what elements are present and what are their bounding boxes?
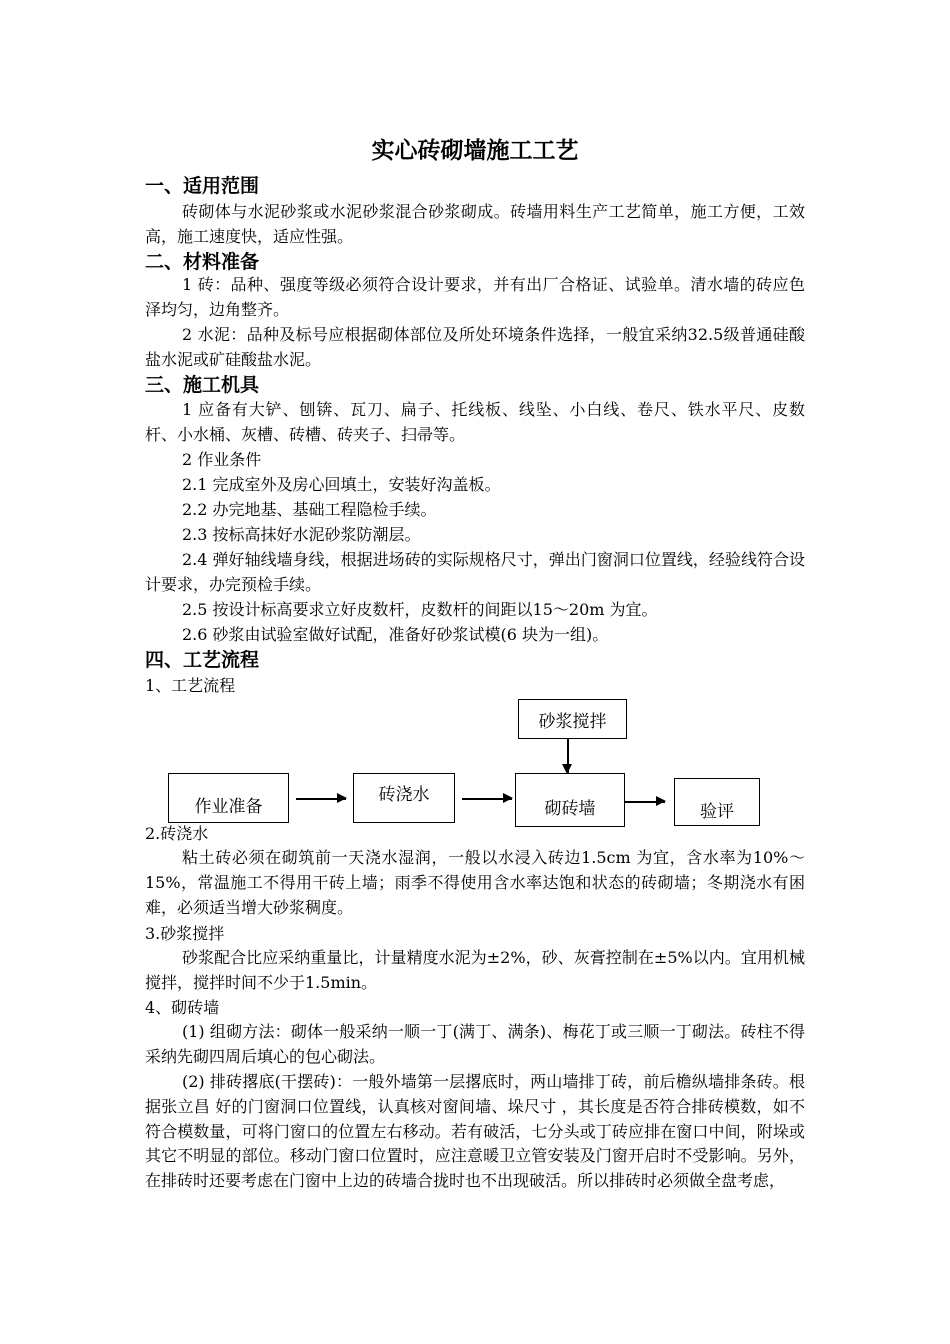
subheading-flow: 1、工艺流程	[145, 676, 236, 695]
paragraph-condition-2-1: 2.1 完成室外及房心回填土，安装好沟盖板。	[182, 475, 501, 494]
flow-arrow-mortar-to-wall	[567, 739, 569, 773]
paragraph-water-bricks: 粘土砖必须在砌筑前一天浇水湿润，一般以水浸入砖边1.5cm 为宜，含水率为10%～15%，常温施工不得用干砖上墙；雨季不得使用含水率达饱和状态的砖砌墙；冬期浇水有困难，必须适当增大砂浆稠度。	[145, 848, 805, 917]
heading-scope: 一、适用范围	[145, 175, 260, 197]
paragraph-scope: 砖砌体与水泥砂浆或水泥砂浆混合砂浆砌成。砖墙用料生产工艺简单，施工方便，工效高，施工速度快，适应性强。	[145, 202, 805, 246]
paragraph-bonding-method: (1) 组砌方法：砌体一般采纳一顺一丁(满丁、满条)、梅花丁或三顺一丁砌法。砖柱不得采纳先砌四周后填心的包心砌法。	[145, 1022, 805, 1066]
paragraph-condition-2-5: 2.5 按设计标高要求立好皮数杆，皮数杆的间距以15～20m 为宜。	[182, 600, 658, 619]
flow-arrow-wall-to-eval	[625, 801, 665, 803]
paragraph-mortar-mixing: 砂浆配合比应采纳重量比，计量精度水泥为±2%，砂、灰膏控制在±5%以内。宜用机械搅拌，搅拌时间不少于1.5min。	[145, 948, 805, 992]
flow-box-prep: 作业准备	[168, 773, 289, 823]
subheading-water-bricks: 2.砖浇水	[145, 824, 209, 843]
flow-box-water: 砖浇水	[353, 773, 455, 823]
flow-arrow-water-to-wall	[462, 798, 512, 800]
heading-tools: 三、施工机具	[145, 374, 260, 396]
flow-box-mortar: 砂浆搅拌	[518, 699, 627, 739]
document-title: 实心砖砌墙施工工艺	[371, 138, 579, 164]
subheading-brick-wall: 4、砌砖墙	[145, 998, 220, 1017]
heading-materials: 二、材料准备	[145, 251, 260, 273]
paragraph-cement: 2 水泥：品种及标号应根据砌体部位及所处环境条件选择，一般宜采纳32.5级普通硅酸盐水泥或矿硅酸盐水泥。	[145, 325, 805, 369]
subheading-mortar-mixing: 3.砂浆搅拌	[145, 924, 225, 943]
paragraph-condition-2-3: 2.3 按标高抹好水泥砂浆防潮层。	[182, 525, 421, 544]
paragraph-brick: 1 砖：品种、强度等级必须符合设计要求，并有出厂合格证、试验单。清水墙的砖应色泽均匀，边角整齐。	[145, 275, 805, 319]
paragraph-condition-2-4: 2.4 弹好轴线墙身线，根据进场砖的实际规格尺寸，弹出门窗洞口位置线，经验线符合设计要求，办完预检手续。	[145, 550, 805, 594]
paragraph-conditions: 2 作业条件	[182, 450, 262, 469]
flow-box-wall: 砌砖墙	[515, 773, 625, 827]
paragraph-condition-2-2: 2.2 办完地基、基础工程隐检手续。	[182, 500, 437, 519]
flow-box-eval: 验评	[674, 778, 760, 826]
paragraph-condition-2-6: 2.6 砂浆由试验室做好试配，准备好砂浆试模(6 块为一组)。	[182, 625, 609, 644]
paragraph-dry-layout: (2) 排砖撂底(干摆砖)：一般外墙第一层撂底时，两山墙排丁砖，前后檐纵墙排条砖。根据张立昌 好的门窗洞口位置线，认真核对窗间墙、垛尺寸 ，其长度是否符合排砖模数，如不符合模数量，可将门窗口的位置左右移动。若有破活，七分头或丁砖应排在窗口中间，附垛或其它不明显的部位。移动门窗口位置时，应注意暖卫立管安装及门窗开启时不受影响。另外，在排砖时还要考虑在门窗中上边的砖墙合拢时也不出现破活。所以排砖时必须做全盘考虑，	[145, 1072, 805, 1191]
heading-process: 四、工艺流程	[145, 649, 260, 671]
flow-arrow-prep-to-water	[296, 798, 346, 800]
paragraph-tools: 1 应备有大铲、刨锛、瓦刀、扁子、托线板、线坠、小白线、卷尺、铁水平尺、皮数杆、小水桶、灰槽、砖槽、砖夹子、扫帚等。	[145, 400, 805, 444]
